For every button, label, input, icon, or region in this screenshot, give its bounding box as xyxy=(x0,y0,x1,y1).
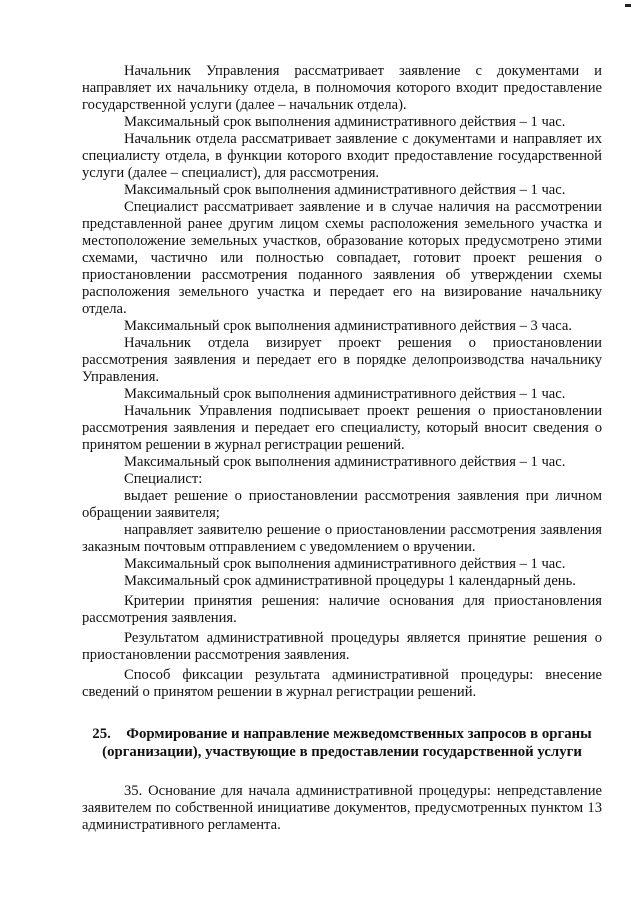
paragraph: Начальник отдела рассматривает заявление с документами и направляет их специалисту отдела, в функции которого входит предоставление государственной услуги (далее – специалист), для рассмотрения. xyxy=(82,131,602,181)
paragraph: Специалист: xyxy=(124,471,203,487)
paragraph: Максимальный срок административной процедуры 1 календарный день. xyxy=(124,573,576,589)
paragraph: Специалист рассматривает заявление и в случае наличия на рассмотрении представленной ранее другим лицом схемы расположения земельного участка и местоположение земельных участков, образование которых предусмотрено этими схемами, частично или полностью совпадает, готовит проект решения о приостановлении рассмотрения поданного заявления об утверждении схемы расположения земельного участка и передает его на визирование начальнику отдела. xyxy=(82,199,602,317)
paragraph: Способ фиксации результата административной процедуры: внесение сведений о принятом решении в журнал регистрации решений. xyxy=(82,667,602,700)
paragraph: Максимальный срок выполнения административного действия – 3 часа. xyxy=(124,318,573,334)
section-heading xyxy=(82,725,602,761)
paragraph-35: 35. Основание для начала административной процедуры: непредставление заявителем по собственной инициативе документов, предусмотренных пунктом 13 административного регламента. xyxy=(82,783,602,833)
paragraph: Максимальный срок выполнения административного действия – 1 час. xyxy=(124,386,566,402)
section-title: Формирование и направление межведомственных запросов в органы (организации), участвующие в предоставлении государственной услуги xyxy=(102,726,592,760)
paragraph: Начальник Управления рассматривает заявление с документами и направляет их начальнику отдела, в полномочия которого входит предоставление государственной услуги (далее – начальник отдела). xyxy=(82,63,602,113)
document-page xyxy=(82,63,602,834)
paragraph: Максимальный срок выполнения административного действия – 1 час. xyxy=(124,182,566,198)
corner-mark xyxy=(625,4,631,7)
paragraph: выдает решение о приостановлении рассмотрения заявления при личном обращении заявителя; xyxy=(82,488,602,521)
paragraph: Результатом административной процедуры является принятие решения о приостановлении рассмотрения заявления. xyxy=(82,630,602,663)
paragraph: Начальник Управления подписывает проект решения о приостановлении рассмотрения заявления и передает его специалисту, который вносит сведения о принятом решении в журнал регистрации решений. xyxy=(82,403,602,453)
paragraph: Максимальный срок выполнения административного действия – 1 час. xyxy=(124,454,566,470)
section-number: 25. xyxy=(92,726,111,742)
paragraph: направляет заявителю решение о приостановлении рассмотрения заявления заказным почтовым отправлением с уведомлением о вручении. xyxy=(82,522,602,555)
paragraph: Максимальный срок выполнения административного действия – 1 час. xyxy=(124,556,566,572)
paragraph: Максимальный срок выполнения административного действия – 1 час. xyxy=(124,114,566,130)
paragraph: Начальник отдела визирует проект решения о приостановлении рассмотрения заявления и передает его в порядке делопроизводства начальнику Управления. xyxy=(82,335,602,385)
paragraph: Критерии принятия решения: наличие основания для приостановления рассмотрения заявления. xyxy=(82,593,602,626)
